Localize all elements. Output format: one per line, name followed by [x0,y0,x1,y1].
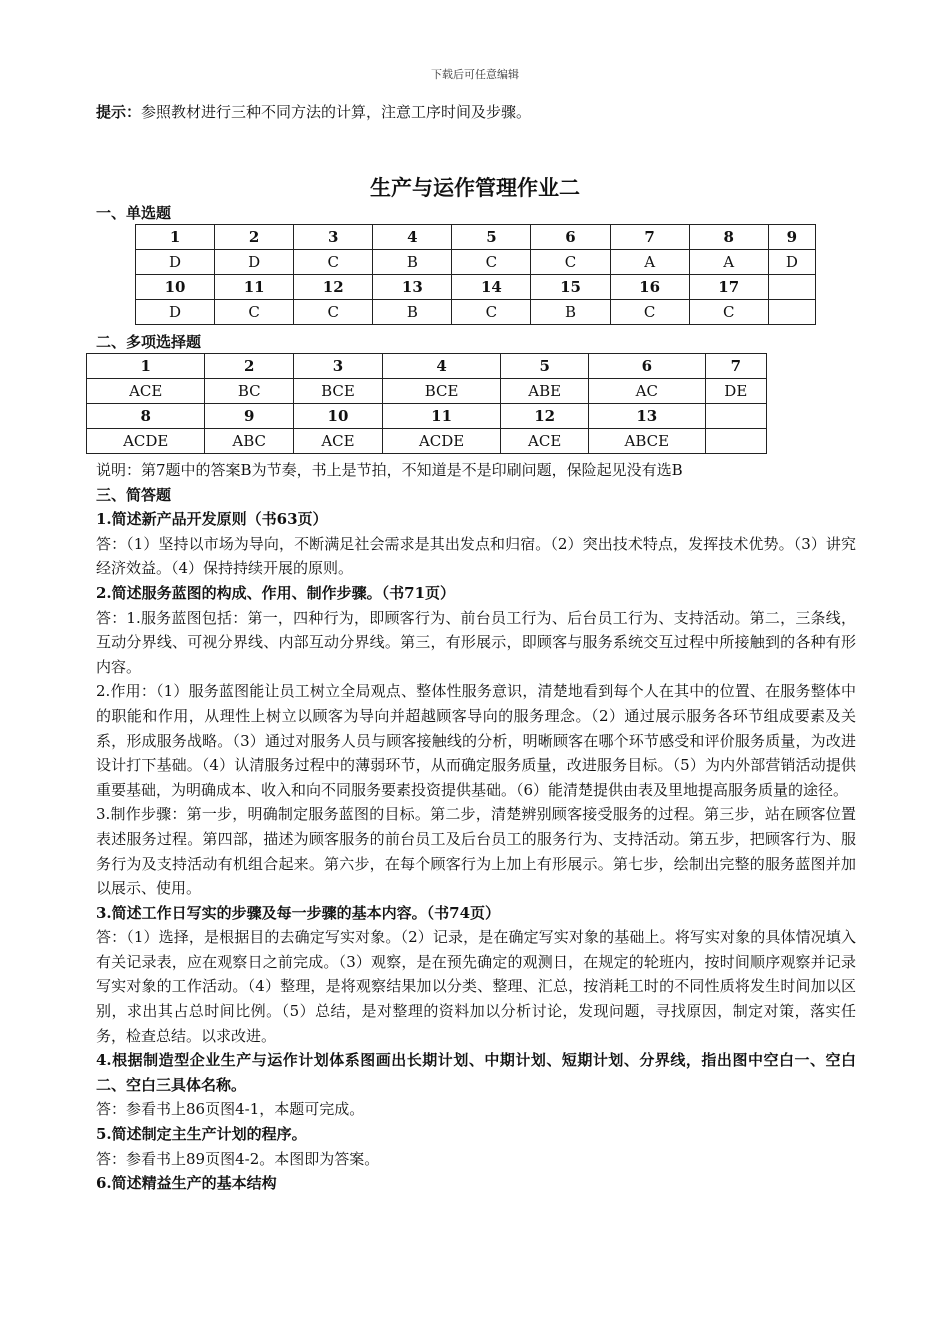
multi-choice-answer-cell: ACE [87,379,205,404]
single-choice-answer-cell: A [689,250,768,275]
single-choice-row [136,225,816,250]
single-choice-answer-cell: D [768,250,815,275]
multi-choice-question-number: 5 [501,354,589,379]
question-title: 4.根据制造型企业生产与运作计划体系图画出长期计划、中期计划、短期计划、分界线，指出图中空白一、空白二、空白三具体名称。 [96,1051,856,1094]
single-choice-question-number: 12 [294,275,373,300]
single-choice-answer-cell: D [215,250,294,275]
multi-choice-question-number: 12 [501,404,589,429]
multi-choice-question-number [705,404,766,429]
multi-choice-answer-cell: BC [205,379,294,404]
section-multi-choice-heading: 二、多项选择题 [96,333,202,351]
multi-choice-question-number: 2 [205,354,294,379]
document-title: 生产与运作管理作业二 [370,175,580,200]
multi-choice-question-number: 3 [294,354,383,379]
multi-choice-row [87,404,767,429]
single-choice-row [136,300,816,325]
multi-choice-question-number: 6 [589,354,706,379]
single-choice-question-number: 2 [215,225,294,250]
single-choice-question-number: 14 [452,275,531,300]
question-title: 2.简述服务蓝图的构成、作用、制作步骤。（书71页） [96,583,456,602]
single-choice-row [136,275,816,300]
single-choice-answer-cell: D [136,250,215,275]
single-choice-answer-cell: B [373,300,452,325]
multi-choice-answer-cell: ACE [501,429,589,454]
single-choice-answer-cell: C [531,250,610,275]
page-header: 下载后可任意编辑 [431,68,519,81]
single-choice-question-number: 17 [689,275,768,300]
section-short-answer-heading: 三、简答题 [96,485,172,504]
single-choice-answer-cell [768,300,815,325]
single-choice-question-number: 16 [610,275,689,300]
multi-choice-answer-cell: ABC [205,429,294,454]
single-choice-question-number: 8 [689,225,768,250]
hint-label: 提示： [96,103,142,121]
single-choice-question-number [768,275,815,300]
single-choice-question-number: 10 [136,275,215,300]
single-choice-question-number: 1 [136,225,215,250]
single-choice-answer-cell: C [452,250,531,275]
multi-choice-row [87,429,767,454]
question-title: 1.简述新产品开发原则（书63页） [96,510,328,529]
multi-choice-question-number: 4 [382,354,500,379]
single-choice-answer-cell: C [610,300,689,325]
answer-paragraph: 3.制作步骤：第一步，明确制定服务蓝图的目标。第二步，清楚辨别顾客接受服务的过程。第三步，站在顾客位置表述服务过程。第四部，描述为顾客服务的前台员工及后台员工的服务行为、支持活动。第五步，把顾客行为、服务行为及支持活动有机组合起来。第六步，在每个顾客行为上加上有形展示。第七步，绘制出完整的服务蓝图并加以展示、使用。 [96,805,856,898]
multi-choice-answer-cell: ACDE [87,429,205,454]
note-text: 说明：第7题中的答案B为节奏，书上是节拍，不知道是不是印刷问题，保险起见没有选B [96,461,683,479]
multi-choice-answer-table [86,353,767,454]
multi-choice-answer-cell: ACDE [382,429,500,454]
question-title: 6.简述精益生产的基本结构 [96,1174,277,1193]
single-choice-question-number: 6 [531,225,610,250]
answer-paragraph: 答：1.服务蓝图包括：第一，四种行为，即顾客行为、前台员工行为、后台员工行为、支持活动。第二，三条线，互动分界线、可视分界线、内部互动分界线。第三，有形展示，即顾客与服务系统交互过程中所接触到的各种有形内容。 [96,608,856,676]
single-choice-answer-cell: D [136,300,215,325]
answer-paragraph: 2.作用：（1）服务蓝图能让员工树立全局观点、整体性服务意识，清楚地看到每个人在其中的位置、在服务整体中的职能和作用，从理性上树立以顾客为导向并超越顾客导向的服务理念。（2）通过展示服务各环节组成要素及关系，形成服务战略。（3）通过对服务人员与顾客接触线的分析，明晰顾客在哪个环节感受和评价服务质量，为改进设计打下基础。（4）认清服务过程中的薄弱环节，从而确定服务质量，改进服务目标。（5）为内外部营销活动提供重要基础，为明确成本、收入和向不同服务要素投资提供基础。（6）能清楚提供由表及里地提高服务质量的途径。 [96,682,856,799]
hint-text: 参照教材进行三种不同方法的计算，注意工序时间及步骤。 [141,103,532,121]
multi-choice-row [87,379,767,404]
answer-paragraph: 答：（1）坚持以市场为导向，不断满足社会需求是其出发点和归宿。（2）突出技术特点，发挥技术优势。（3）讲究经济效益。（4）保持持续开展的原则。 [96,534,856,578]
multi-choice-question-number: 11 [382,404,500,429]
question-title: 3.简述工作日写实的步骤及每一步骤的基本内容。（书74页） [96,903,501,922]
single-choice-row [136,250,816,275]
single-choice-question-number: 9 [768,225,815,250]
single-choice-answer-cell: C [689,300,768,325]
single-choice-question-number: 13 [373,275,452,300]
section-single-choice-heading: 一、单选题 [96,204,172,222]
single-choice-answer-cell: B [373,250,452,275]
answer-paragraph: 答：（1）选择，是根据目的去确定写实对象。（2）记录，是在确定写实对象的基础上。将写实对象的具体情况填入有关记录表，应在观察日之前完成。（3）观察，是在预先确定的观测日，在规定的轮班内，按时间顺序观察并记录写实对象的工作活动。（4）整理，是将观察结果加以分类、整理、汇总，按消耗工时的不同性质将发生时间加以区别，求出其占总时间比例。（5）总结，是对整理的资料加以分析讨论，发现问题，寻找原因，制定对策，落实任务，检查总结。以求改进。 [96,928,856,1045]
multi-choice-answer-cell: BCE [382,379,500,404]
single-choice-answer-cell: C [294,300,373,325]
multi-choice-question-number: 13 [589,404,706,429]
answer-paragraph: 答：参看书上89页图4-2。本图即为答案。 [96,1149,380,1168]
single-choice-answer-cell: C [215,300,294,325]
multi-choice-question-number: 9 [205,404,294,429]
multi-choice-answer-cell: AC [589,379,706,404]
multi-choice-question-number: 8 [87,404,205,429]
single-choice-question-number: 3 [294,225,373,250]
single-choice-answer-cell: B [531,300,610,325]
multi-choice-answer-cell: BCE [294,379,383,404]
document-body [96,458,856,1196]
multi-choice-answer-cell: ABCE [589,429,706,454]
single-choice-question-number: 5 [452,225,531,250]
single-choice-answer-cell: C [294,250,373,275]
hint-line [96,101,531,122]
single-choice-question-number: 11 [215,275,294,300]
single-choice-question-number: 7 [610,225,689,250]
multi-choice-question-number: 1 [87,354,205,379]
question-title: 5.简述制定主生产计划的程序。 [96,1125,307,1144]
answer-paragraph: 答：参看书上86页图4-1，本题可完成。 [96,1100,365,1119]
single-choice-question-number: 15 [531,275,610,300]
short-answer-list [96,507,856,1196]
single-choice-answer-cell: A [610,250,689,275]
single-choice-answer-cell: C [452,300,531,325]
multi-choice-answer-cell: DE [705,379,766,404]
single-choice-question-number: 4 [373,225,452,250]
single-choice-answer-table [135,224,816,325]
multi-choice-row [87,354,767,379]
multi-choice-answer-cell: ABE [501,379,589,404]
multi-choice-question-number: 7 [705,354,766,379]
multi-choice-answer-cell [705,429,766,454]
multi-choice-answer-cell: ACE [294,429,383,454]
multi-choice-question-number: 10 [294,404,383,429]
